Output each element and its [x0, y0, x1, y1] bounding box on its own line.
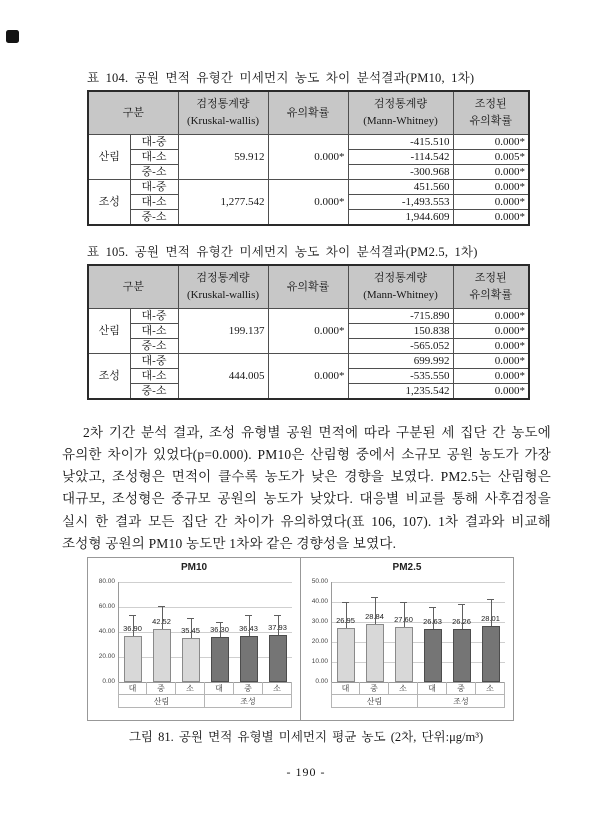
- error-bar-cap: [187, 618, 194, 619]
- error-bar-cap: [216, 622, 223, 623]
- table-104-title: 표 104. 공원 면적 유형간 미세먼지 농도 차이 분석결과(PM10, 1차): [87, 71, 475, 85]
- cell-mann: 699.992: [348, 354, 453, 369]
- x-axis-category-label: 대: [205, 682, 234, 695]
- cell-adj: 0.000*: [453, 324, 529, 339]
- cell-adj: 0.000*: [453, 195, 529, 210]
- header-row: [88, 91, 529, 135]
- y-axis-tick-label: 50.00: [311, 578, 328, 585]
- bar-조성-소: [269, 635, 287, 682]
- col-header-kruskal-line2: (Kruskal-wallis): [186, 115, 260, 127]
- col-header-mann: [348, 91, 453, 135]
- error-bar-cap: [342, 602, 349, 603]
- cell-mann: 451.560: [348, 180, 453, 195]
- gridline: [118, 607, 292, 608]
- x-axis-group-label: 조성: [205, 695, 292, 708]
- page-number: - 190 -: [286, 765, 326, 779]
- col-header-mann-line2: (Mann-Whitney): [363, 289, 438, 301]
- bar-value-label: 36.90: [123, 623, 142, 633]
- bar-산림-소: [182, 638, 200, 682]
- y-axis-tick-label: 80.00: [98, 578, 115, 585]
- y-axis-tick-label: 40.00: [311, 598, 328, 605]
- bar-조성-중: [453, 629, 471, 682]
- col-header-adj-line2: 유의확률: [469, 289, 512, 301]
- x-axis-category-label: 소: [263, 682, 292, 695]
- bar-산림-대: [337, 628, 355, 682]
- bar-value-label: 42.52: [152, 616, 171, 626]
- bar-조성-대: [424, 629, 442, 682]
- bar-value-label: 37.93: [268, 622, 287, 632]
- x-axis-category-label: 소: [389, 682, 418, 695]
- stat-table-pm10: [87, 90, 530, 226]
- bar-value-label: 36.43: [239, 624, 258, 634]
- col-header-sig: 유의확률: [268, 265, 348, 309]
- cell-kruskal: 1,277.542: [178, 180, 268, 226]
- figure-charts: [87, 557, 514, 721]
- bar-value-label: 36.30: [210, 624, 229, 634]
- y-axis-tick-label: 0.00: [315, 678, 328, 685]
- cell-pair: 중-소: [130, 165, 178, 180]
- col-header-mann-line2: (Mann-Whitney): [363, 115, 438, 127]
- bar-value-label: 28.84: [365, 612, 384, 622]
- cell-adj: 0.000*: [453, 165, 529, 180]
- cell-pair: 대-중: [130, 180, 178, 195]
- bar-산림-소: [395, 627, 413, 682]
- gridline: [331, 602, 505, 603]
- gridline: [118, 657, 292, 658]
- table-105-title: 표 105. 공원 면적 유형간 미세먼지 농도 차이 분석결과(PM2.5, 1차): [87, 245, 478, 259]
- table-row: [88, 135, 529, 150]
- x-axis-group-label: 산림: [331, 695, 418, 708]
- cell-adj: 0.000*: [453, 369, 529, 384]
- gridline: [331, 582, 505, 583]
- bar-value-label: 27.60: [394, 614, 413, 624]
- col-header-mann-line1: 검정통계량: [373, 272, 428, 284]
- cell-group-name: 산림: [88, 135, 130, 180]
- cell-pair: 대-소: [130, 369, 178, 384]
- cell-adj: 0.000*: [453, 135, 529, 150]
- gridline: [331, 642, 505, 643]
- bar-산림-중: [366, 624, 384, 682]
- y-axis-tick-label: 30.00: [311, 618, 328, 625]
- bar-산림-중: [153, 629, 171, 682]
- cell-mann: -535.550: [348, 369, 453, 384]
- cell-pair: 대-소: [130, 324, 178, 339]
- cell-sig: 0.000*: [268, 180, 348, 226]
- cell-kruskal: 59.912: [178, 135, 268, 180]
- header-row: [88, 265, 529, 309]
- y-axis-tick-label: 10.00: [311, 658, 328, 665]
- body-paragraph: 2차 기간 분석 결과, 조성 유형별 공원 면적에 따라 구분된 세 집단 간 농도에 유의한 차이가 있었다(p=0.000). PM10은 산림형 중에서 소규모 공원 농도가 가장 낮았고, 조성형은 면적이 클수록 농도가 낮은 경향을 보였다. PM2.5는 산림형은 대규모, 조성형은 중규모 공원의 농도가 낮았다. 대응별 비교를 통해 사후검정을 실시 한 결과 모든 집단 간 차이가 유의하였다(표 106, 107). 1차 결과와 비교해 조성형 공원의 PM10 농도만 1차와 같은 경향성을 보였다.: [62, 424, 551, 551]
- x-axis-group-label: 산림: [118, 695, 205, 708]
- cell-adj: 0.000*: [453, 180, 529, 195]
- cell-adj: 0.000*: [453, 384, 529, 400]
- cell-adj: 0.000*: [453, 210, 529, 226]
- chart-title: PM2.5: [392, 562, 422, 573]
- y-axis-tick-label: 20.00: [98, 653, 115, 660]
- bar-조성-대: [211, 637, 229, 682]
- cell-pair: 중-소: [130, 210, 178, 226]
- stat-table-pm25: [87, 264, 530, 400]
- x-axis-category-label: 중: [147, 682, 176, 695]
- x-axis-category-label: 대: [331, 682, 360, 695]
- col-header-kruskal-line2: (Kruskal-wallis): [186, 289, 260, 301]
- table-row: [88, 180, 529, 195]
- col-header-kruskal: [178, 91, 268, 135]
- y-axis-tick-label: 20.00: [311, 638, 328, 645]
- error-bar-cap: [158, 606, 165, 607]
- x-axis-category-row: [118, 682, 292, 695]
- gridline: [118, 582, 292, 583]
- bar-value-label: 26.26: [452, 617, 471, 627]
- cell-kruskal: 199.137: [178, 309, 268, 354]
- cell-group-name: 조성: [88, 180, 130, 226]
- cell-pair: 중-소: [130, 384, 178, 400]
- bar-value-label: 26.95: [336, 616, 355, 626]
- y-axis-line: [331, 582, 332, 682]
- cell-pair: 대-중: [130, 354, 178, 369]
- cell-mann: -114.542: [348, 150, 453, 165]
- col-header-adj: [453, 265, 529, 309]
- cell-pair: 대-중: [130, 135, 178, 150]
- error-bar-cap: [429, 607, 436, 608]
- cell-pair: 대-중: [130, 309, 178, 324]
- cell-adj: 0.000*: [453, 309, 529, 324]
- col-header-sig: 유의확률: [268, 91, 348, 135]
- cell-mann: -565.052: [348, 339, 453, 354]
- bar-value-label: 26.63: [423, 616, 442, 626]
- chart-pm10: [87, 557, 301, 721]
- cell-adj: 0.000*: [453, 339, 529, 354]
- x-axis-category-label: 중: [447, 682, 476, 695]
- figure-caption: 그림 81. 공원 면적 유형별 미세먼지 평균 농도 (2차, 단위:μg/m³): [128, 730, 484, 744]
- x-axis-category-label: 대: [118, 682, 147, 695]
- cell-mann: -1,493.553: [348, 195, 453, 210]
- cell-mann: 150.838: [348, 324, 453, 339]
- table-row: [88, 309, 529, 324]
- cell-adj: 0.000*: [453, 354, 529, 369]
- x-axis-category-row: [331, 682, 505, 695]
- error-bar-cap: [400, 602, 407, 603]
- x-axis-group-row: [331, 695, 505, 708]
- cell-mann: -300.968: [348, 165, 453, 180]
- cell-mann: 1,235.542: [348, 384, 453, 400]
- gridline: [331, 662, 505, 663]
- y-axis-tick-label: 60.00: [98, 603, 115, 610]
- cell-sig: 0.000*: [268, 354, 348, 400]
- col-header-kruskal-line1: 검정통계량: [196, 98, 250, 110]
- y-axis-tick-label: 0.00: [102, 678, 115, 685]
- cell-mann: -715.890: [348, 309, 453, 324]
- cell-pair: 대-소: [130, 195, 178, 210]
- col-header-mann: [348, 265, 453, 309]
- x-axis-category-label: 소: [176, 682, 205, 695]
- x-axis-category-label: 대: [418, 682, 447, 695]
- error-bar-cap: [487, 599, 494, 600]
- table-104-section: [87, 68, 530, 226]
- x-axis-category-label: 중: [360, 682, 389, 695]
- error-bar-cap: [245, 615, 252, 616]
- bar-산림-대: [124, 636, 142, 682]
- x-axis-group-label: 조성: [418, 695, 505, 708]
- bar-조성-중: [240, 636, 258, 682]
- bar-value-label: 35.45: [181, 625, 200, 635]
- cell-pair: 대-소: [130, 150, 178, 165]
- chart-pm25: [300, 557, 514, 721]
- col-header-adj-line2: 유의확률: [469, 115, 512, 127]
- col-header-kruskal-line1: 검정통계량: [196, 272, 250, 284]
- bar-value-label: 28.01: [481, 613, 500, 623]
- table-105-section: [87, 242, 530, 400]
- cell-sig: 0.000*: [268, 309, 348, 354]
- x-axis-category-label: 소: [476, 682, 505, 695]
- col-header-group: 구분: [88, 91, 178, 135]
- col-header-adj-line1: 조정된: [474, 98, 507, 110]
- cell-group-name: 조성: [88, 354, 130, 400]
- col-header-mann-line1: 검정통계량: [373, 98, 428, 110]
- col-header-adj-line1: 조정된: [474, 272, 507, 284]
- scan-artifact-mark: [6, 30, 19, 43]
- cell-mann: -415.510: [348, 135, 453, 150]
- table-row: [88, 354, 529, 369]
- bar-조성-소: [482, 626, 500, 682]
- col-header-group: 구분: [88, 265, 178, 309]
- error-bar-cap: [458, 604, 465, 605]
- cell-sig: 0.000*: [268, 135, 348, 180]
- cell-group-name: 산림: [88, 309, 130, 354]
- col-header-kruskal: [178, 265, 268, 309]
- cell-mann: 1,944.609: [348, 210, 453, 226]
- chart-title: PM10: [180, 562, 208, 573]
- x-axis-group-row: [118, 695, 292, 708]
- cell-kruskal: 444.005: [178, 354, 268, 400]
- cell-pair: 중-소: [130, 339, 178, 354]
- cell-adj: 0.005*: [453, 150, 529, 165]
- error-bar-cap: [129, 615, 136, 616]
- x-axis-category-label: 중: [234, 682, 263, 695]
- col-header-adj: [453, 91, 529, 135]
- error-bar-cap: [371, 597, 378, 598]
- y-axis-tick-label: 40.00: [98, 628, 115, 635]
- error-bar-cap: [274, 615, 281, 616]
